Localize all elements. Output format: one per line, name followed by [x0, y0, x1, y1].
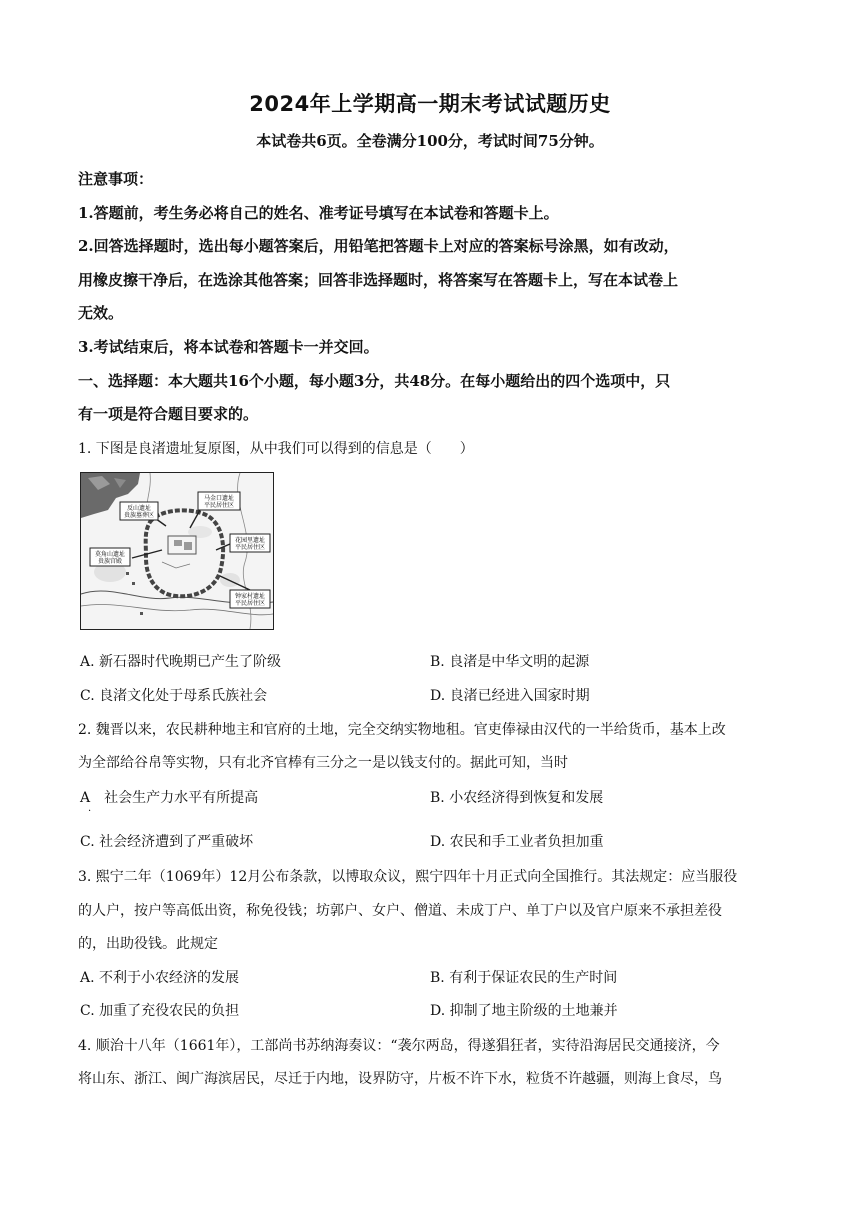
- exam-subtitle: 本试卷共6页。全卷满分100分，考试时间75分钟。: [256, 132, 604, 150]
- q3-option-c: C. 加重了充役农民的负担: [80, 1003, 240, 1019]
- section-heading: 一、选择题：本大题共16个小题，每小题3分，共48分。在每小题给出的四个选项中，只: [78, 372, 671, 390]
- q1-option-a: A. 新石器时代晚期已产生了阶级: [80, 654, 282, 670]
- map-label-huayuan-1: 花园里遗址: [234, 537, 266, 544]
- q2-option-c: C. 社会经济遭到了严重破坏: [80, 834, 254, 850]
- question-3-stem: 3. 熙宁二年（1069年）12月公布条款，以博取众议，熙宁四年十月正式向全国推行。其法规定：应当服役: [78, 869, 738, 885]
- map-label-mojiaoshan-1: 莫角山遗址: [94, 551, 126, 558]
- question-2-stem: 2. 魏晋以来，农民耕种地主和官府的土地，完全交纳实物地租。官吏俸禄由汉代的一半给货币，基本上改: [78, 722, 726, 738]
- notice-item-3: 3.考试结束后，将本试卷和答题卡一并交回。: [78, 338, 379, 356]
- q2-option-b: B. 小农经济得到恢复和发展: [430, 790, 604, 806]
- map-label-majinkou-1: 马金口遗址: [203, 495, 235, 502]
- notice-item-2-cont: 用橡皮擦干净后，在选涂其他答案；回答非选择题时，将答案写在答题卡上，写在本试卷上: [78, 271, 679, 289]
- map-label-fanshan-2: 贵族墓葬区: [123, 512, 155, 519]
- map-label-fanshan-1: 反山遗址: [126, 505, 152, 512]
- map-label-mojiaoshan-2: 贵族宫殿: [97, 558, 123, 565]
- section-heading-cont: 有一项是符合题目要求的。: [78, 405, 259, 423]
- question-3-stem-cont: 的人户，按户等高低出资，称免役钱；坊郭户、女户、僧道、未成丁户、单丁户以及官户原来不承担差役: [78, 903, 722, 919]
- q3-option-a: A. 不利于小农经济的发展: [80, 970, 240, 986]
- question-4-stem: 4. 顺治十八年（1661年），工部尚书苏纳海奏议：“袭尔两岛，得遂猖狂者，实待沿海居民交通接济，今: [78, 1038, 720, 1054]
- notice-item-2-end: 无效。: [78, 304, 124, 322]
- map-label-majinkou-2: 平民居住区: [203, 502, 235, 509]
- stray-dot: ·: [88, 806, 92, 817]
- question-3-stem-end: 的，出助役钱。此规定: [78, 936, 218, 952]
- notice-heading: 注意事项：: [78, 170, 154, 188]
- q1-option-c: C. 良渚文化处于母系氏族社会: [80, 688, 268, 704]
- liangzhu-site-map: [80, 472, 274, 630]
- exam-title: 2024年上学期高一期末考试试题历史: [249, 92, 611, 116]
- q3-option-d: D. 抑制了地主阶级的土地兼并: [430, 1003, 618, 1019]
- map-figure: [80, 472, 274, 630]
- map-label-huayuan-2: 平民居住区: [234, 544, 266, 551]
- q3-option-b: B. 有利于保证农民的生产时间: [430, 970, 618, 986]
- q2-option-a: A 社会生产力水平有所提高: [80, 790, 259, 806]
- map-label-zhongjiacun-1: 钟家村遗址: [234, 593, 266, 600]
- q1-option-b: B. 良渚是中华文明的起源: [430, 654, 590, 670]
- q1-option-d: D. 良渚已经进入国家时期: [430, 688, 590, 704]
- q2-option-d: D. 农民和手工业者负担加重: [430, 834, 604, 850]
- question-1-stem: 1. 下图是良渚遗址复原图，从中我们可以得到的信息是（ ）: [78, 441, 474, 457]
- question-2-stem-cont: 为全部给谷帛等实物，只有北齐官棒有三分之一是以钱支付的。据此可知，当时: [78, 755, 568, 771]
- notice-item-1: 1.答题前，考生务必将自己的姓名、准考证号填写在本试卷和答题卡上。: [78, 204, 559, 222]
- notice-item-2: 2.回答选择题时，选出每小题答案后，用铅笔把答题卡上对应的答案标号涂黑，如有改动，: [78, 237, 679, 255]
- map-label-zhongjiacun-2: 平民居住区: [234, 600, 266, 607]
- question-4-stem-cont: 将山东、浙江、闽广海滨居民，尽迁于内地，设界防守，片板不许下水，粒货不许越疆，则海上食尽，鸟: [78, 1071, 722, 1087]
